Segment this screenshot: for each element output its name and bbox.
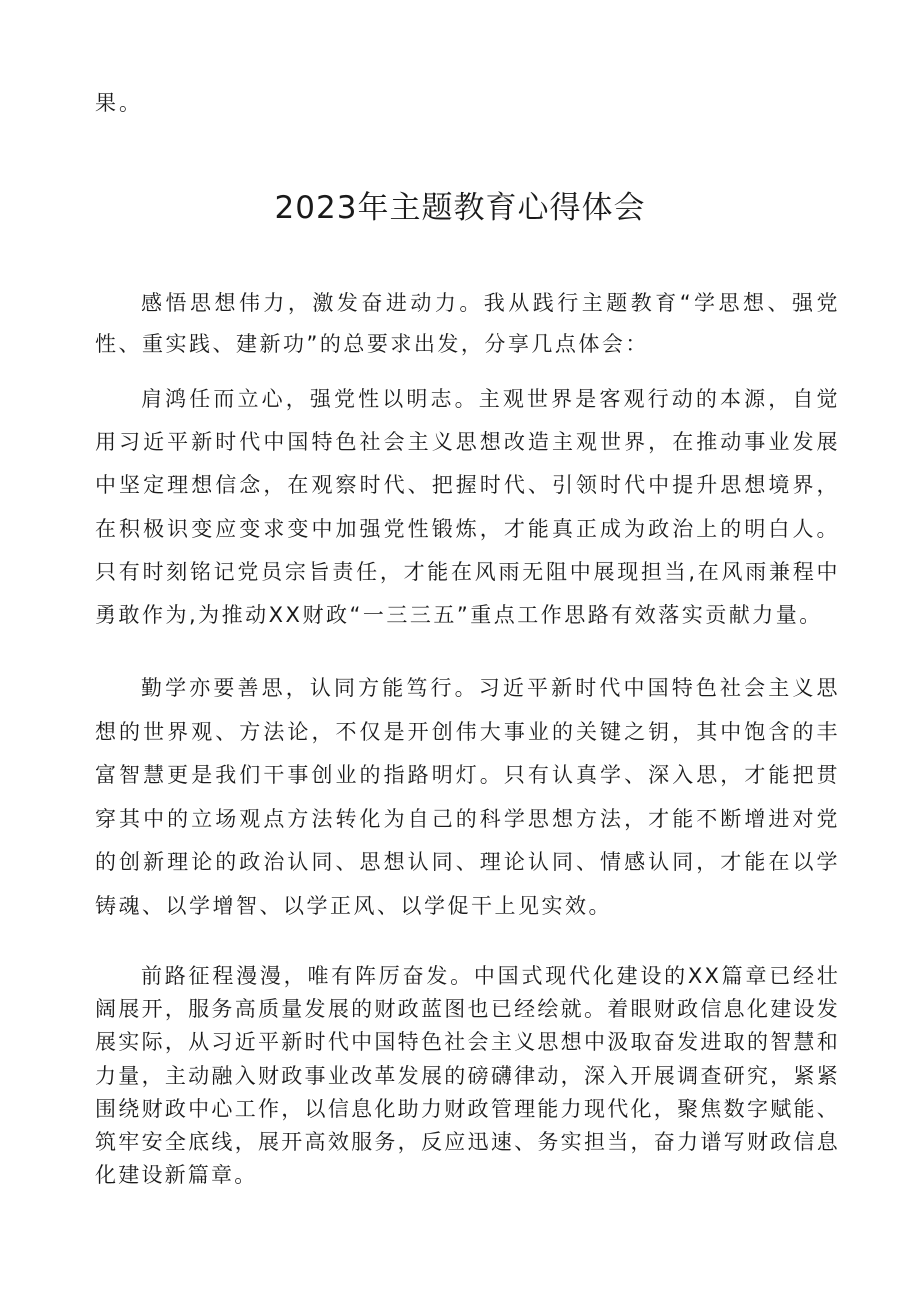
paragraph-intro: 感悟思想伟力，激发奋进动力。我从践行主题教育“学思想、强党性、重实践、建新功”的总要求出发，分享几点体会： [95, 291, 840, 356]
paragraph-party-spirit: 肩鸿任而立心，强党性以明志。主观世界是客观行动的本源，自觉用习近平新时代中国特色社会主义思想改造主观世界，在推动事业发展中坚定理想信念，在观察时代、把握时代、引领时代中提升思想境界，在积极识变应变求变中加强党性锻炼，才能真正成为政治上的明白人。只有时刻铭记党员宗旨责任，才能在风雨无阻中展现担当,在风雨兼程中勇敢作为,为推动XX财政“一三三五”重点工作思路有效落实贡献力量。 [95, 387, 840, 628]
paragraph-study-thinking: 勤学亦要善思，认同方能笃行。习近平新时代中国特色社会主义思想的世界观、方法论，不仅是开创伟大事业的关键之钥，其中饱含的丰富智慧更是我们干事创业的指路明灯。只有认真学、深入思，才能把贯穿其中的立场观点方法转化为自己的科学思想方法，才能不断增进对党的创新理论的政治认同、思想认同、理论认同、情感认同，才能在以学铸魂、以学增智、以学正风、以学促干上见实效。 [95, 676, 840, 918]
paragraph-future-path: 前路征程漫漫，唯有阵厉奋发。中国式现代化建设的XX篇章已经壮阔展开，服务高质量发展的财政蓝图也已经绘就。着眼财政信息化建设发展实际，从习近平新时代中国特色社会主义思想中汲取奋发进取的智慧和力量，主动融入财政事业改革发展的磅礴律动，深入开展调查研究，紧紧围绕财政中心工作，以信息化助力财政管理能力现代化，聚焦数字赋能、筑牢安全底线，展开高效服务，反应迅速、务实担当，奋力谱写财政信息化建设新篇章。 [95, 964, 840, 1188]
document-title: 2023年主题教育心得体会 [274, 190, 646, 226]
previous-page-fragment: 果。 [95, 91, 143, 115]
